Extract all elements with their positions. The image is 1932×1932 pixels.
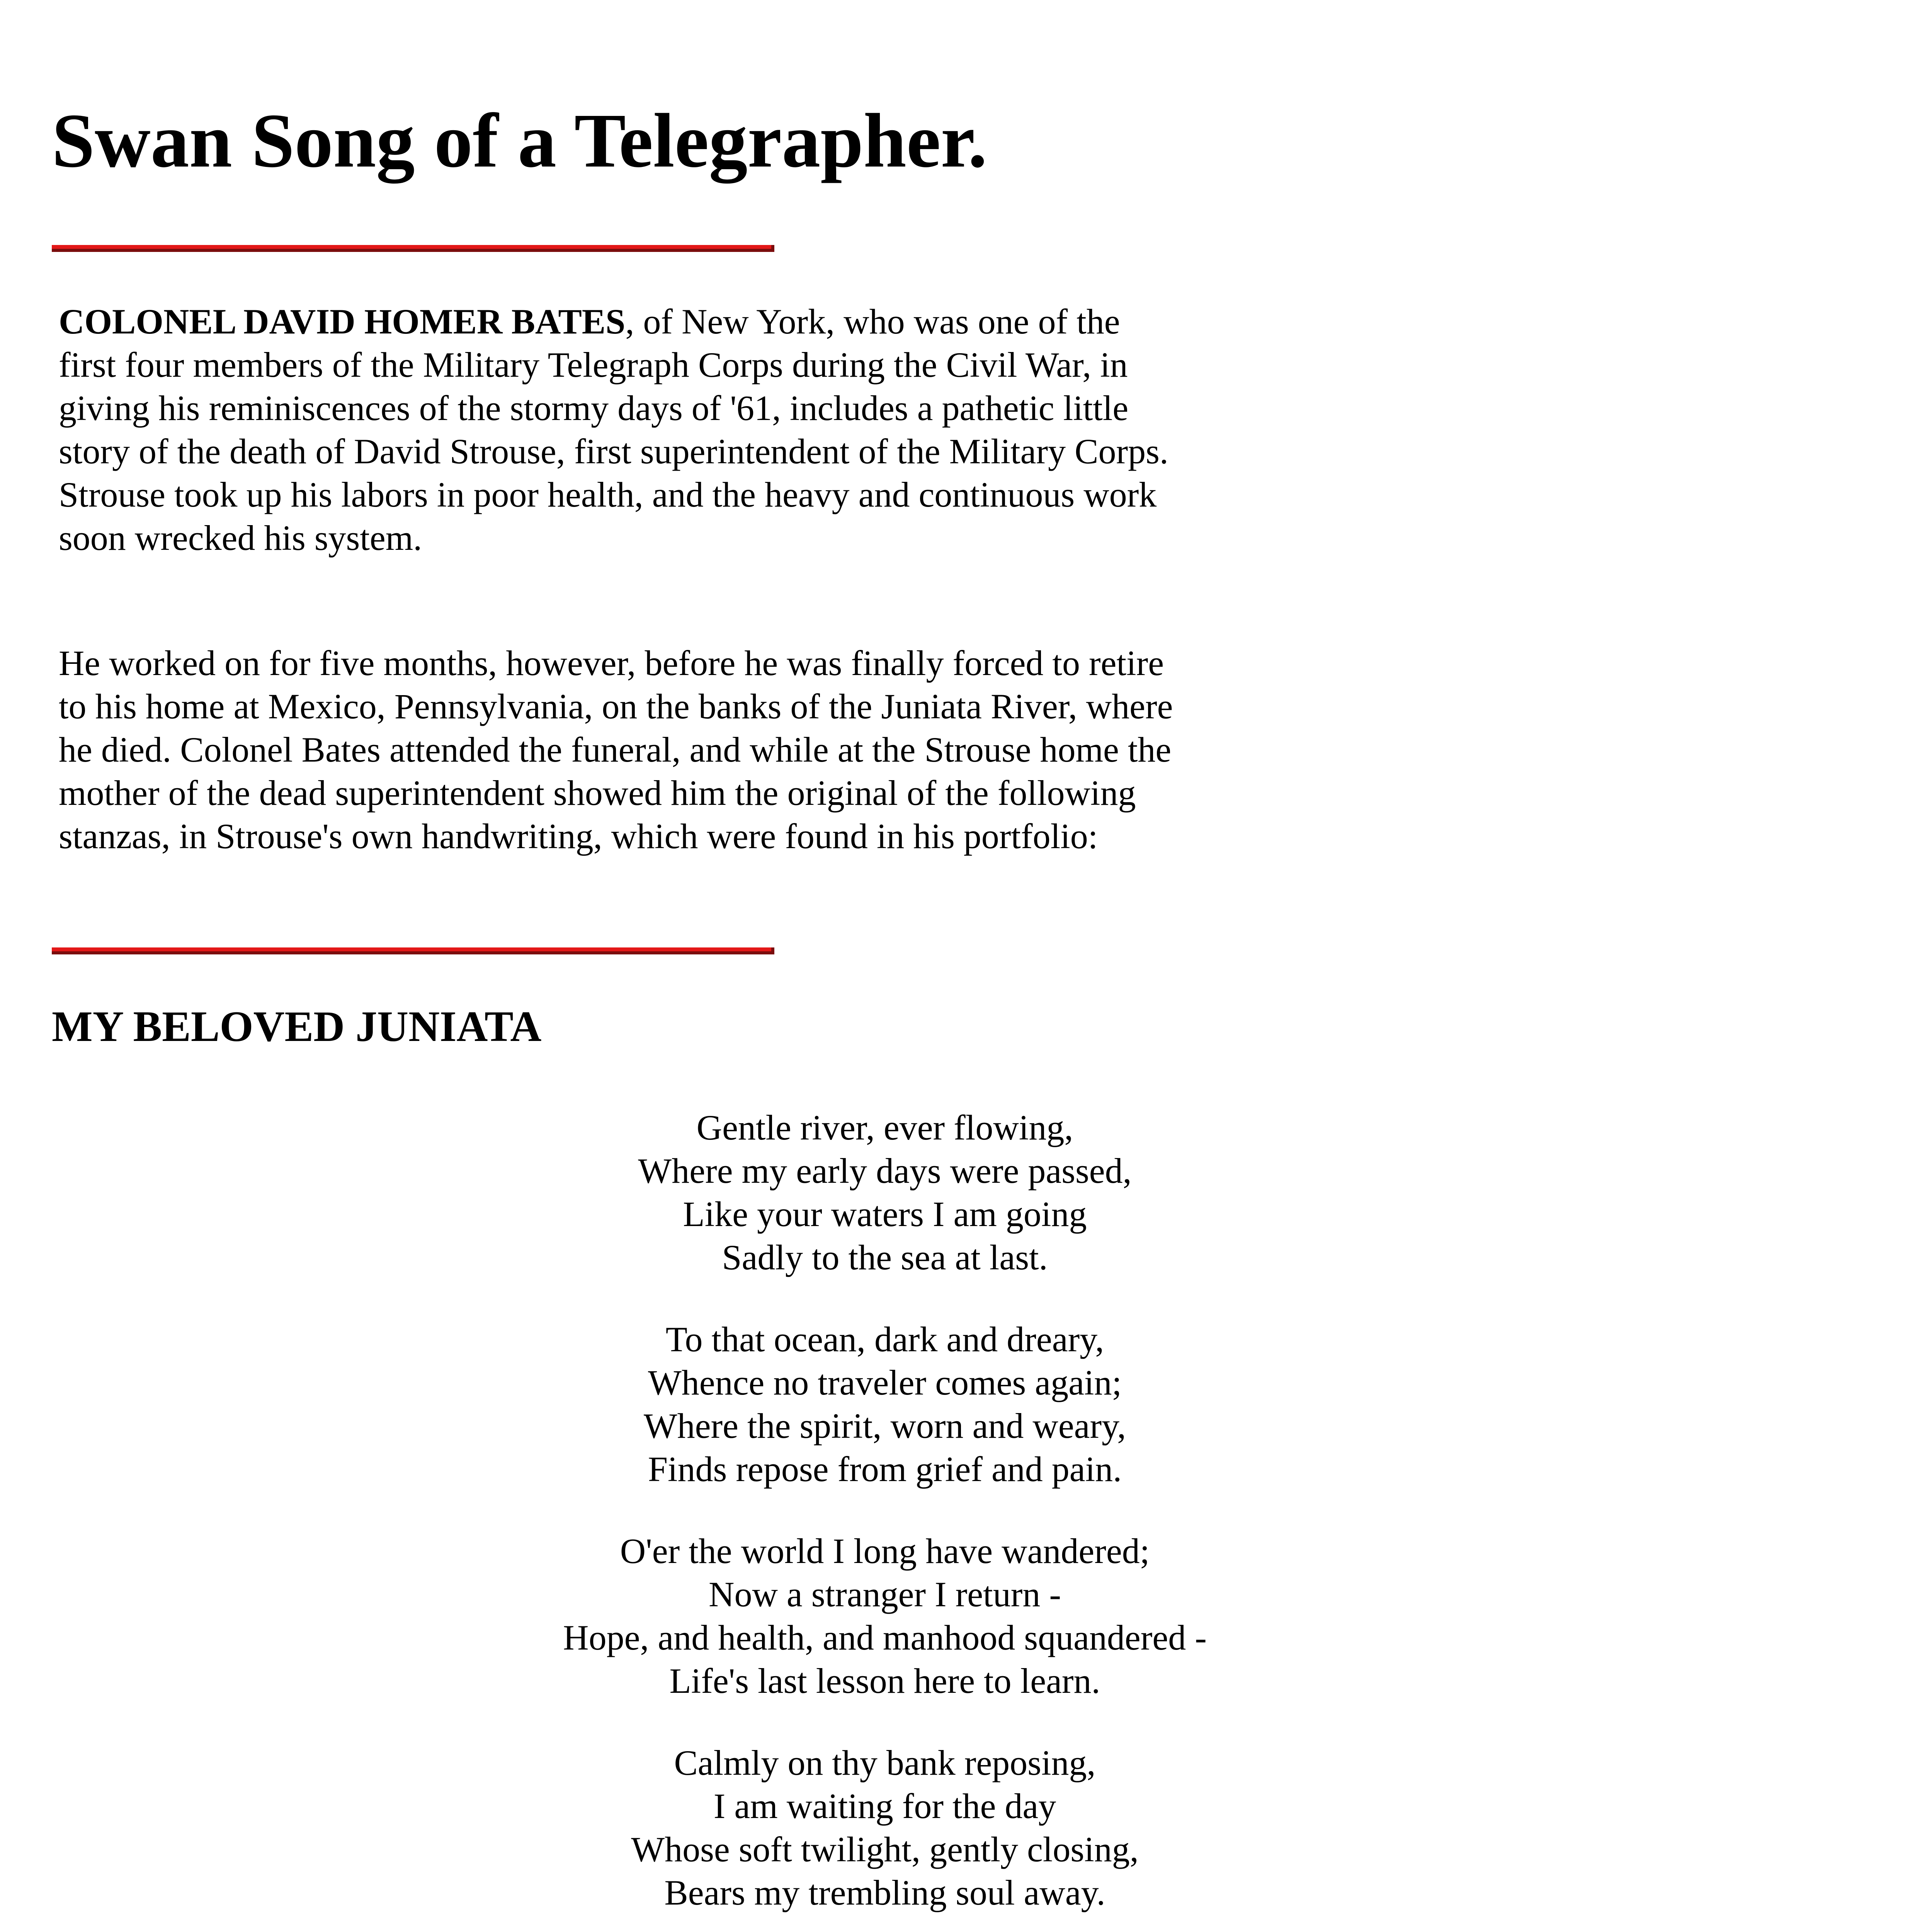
poem-line: Finds repose from grief and pain. bbox=[648, 1449, 1122, 1489]
poem-line: Where the spirit, worn and weary, bbox=[643, 1406, 1126, 1446]
poem-line: Calmly on thy bank reposing, bbox=[674, 1743, 1096, 1782]
poem-line: To that ocean, dark and dreary, bbox=[665, 1320, 1104, 1359]
intro-lead-name: COLONEL DAVID HOMER BATES bbox=[59, 302, 626, 341]
divider-rule bbox=[52, 245, 774, 252]
poem-line: Now a stranger I return - bbox=[709, 1575, 1061, 1614]
poem-stanza-4 bbox=[425, 1741, 1345, 1914]
poem-line: Bears my trembling soul away. bbox=[664, 1873, 1105, 1912]
poem-title: MY BELOVED JUNIATA bbox=[52, 1003, 542, 1051]
poem-line: Gentle river, ever flowing, bbox=[696, 1108, 1073, 1147]
poem-line: Life's last lesson here to learn. bbox=[669, 1661, 1100, 1701]
poem-line: I am waiting for the day bbox=[713, 1786, 1056, 1826]
page-title: Swan Song of a Telegrapher. bbox=[52, 98, 987, 184]
intro-paragraph-1-text: , of New York, who was one of the first four members of the Military Telegraph Corps during the Civil War, in giving his reminiscences of the stormy days of '61, includes a pathetic little story of the death of David Strouse, first superintendent of the Military Corps. Strouse took up his labors in poor health, and the heavy and continuous work soon wrecked his system. bbox=[59, 302, 1168, 558]
poem-line: O'er the world I long have wandered; bbox=[620, 1531, 1150, 1571]
intro-paragraph-2: He worked on for five months, however, before he was finally forced to retire to his home at Mexico, Pennsylvania, on the banks of the Juniata River, where he died. Colonel Bates attended the funeral, and while at the Strouse home the mother of the dead superintendent showed him the original of the following stanzas, in Strouse's own handwriting, which were found in his portfolio: bbox=[59, 643, 1173, 856]
poem-line: Whence no traveler comes again; bbox=[648, 1363, 1122, 1402]
intro-paragraph-1 bbox=[59, 300, 1179, 560]
divider-rule bbox=[52, 947, 774, 954]
poem-line: Sadly to the sea at last. bbox=[722, 1238, 1048, 1277]
poem-line: Where my early days were passed, bbox=[638, 1151, 1132, 1190]
poem-line: Hope, and health, and manhood squandered - bbox=[563, 1618, 1207, 1657]
poem-line: Like your waters I am going bbox=[683, 1194, 1087, 1234]
poem-stanza-3 bbox=[425, 1529, 1345, 1702]
poem-stanza-2 bbox=[425, 1318, 1345, 1491]
poem-stanza-1 bbox=[425, 1106, 1345, 1279]
poem-line: Whose soft twilight, gently closing, bbox=[631, 1830, 1139, 1869]
poem-body bbox=[425, 1106, 1345, 1932]
